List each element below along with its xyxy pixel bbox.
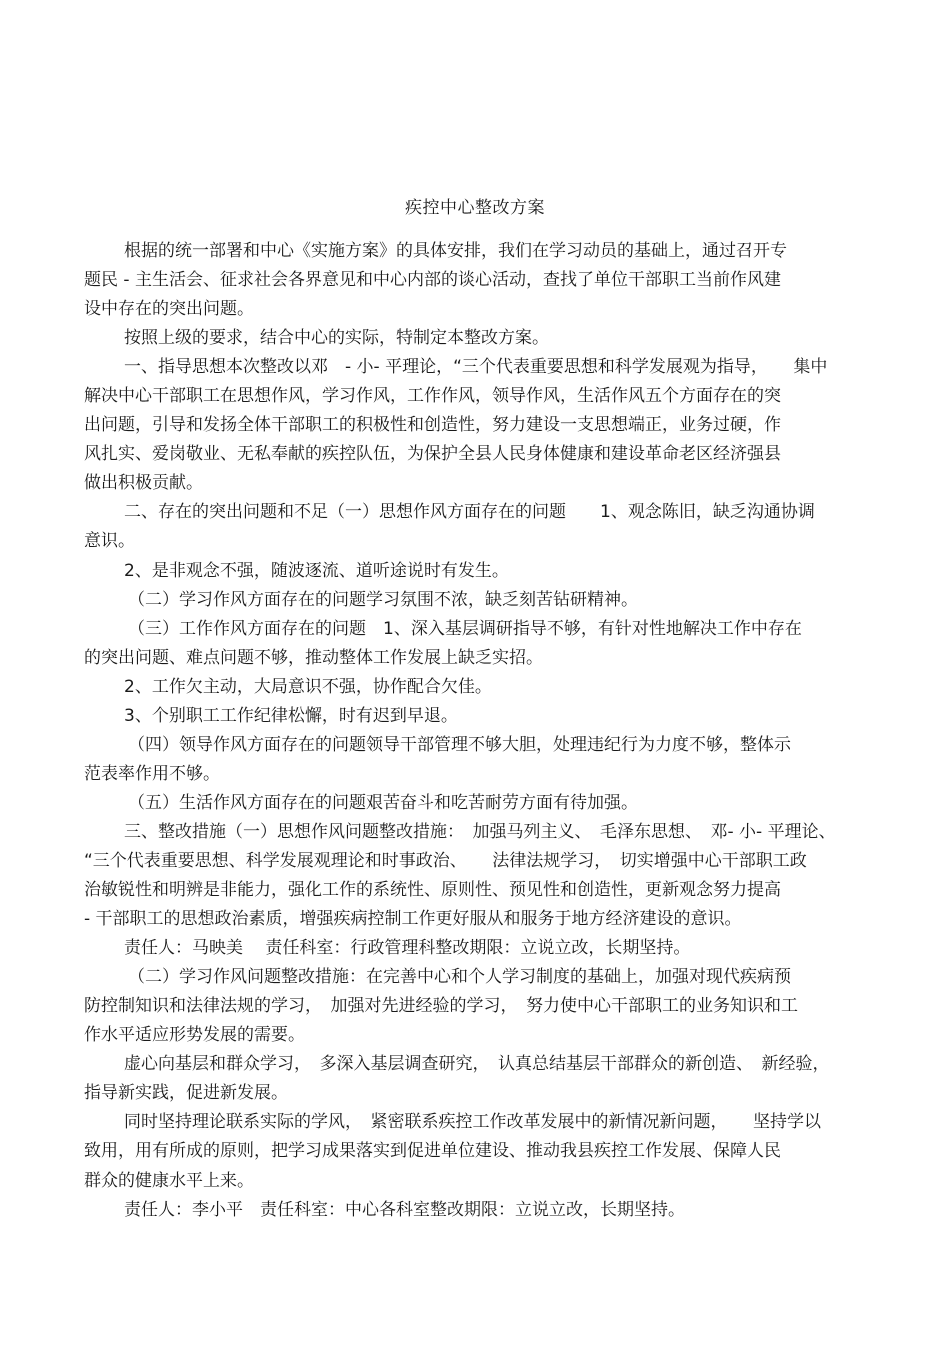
- body-line: 责任人：李小平 责任科室：中心各科室整改期限：立说立改，长期坚持。: [124, 1199, 685, 1220]
- body-line: 设中存在的突出问题。: [84, 299, 254, 320]
- body-line: 一、指导思想本次整改以邓 - 小- 平理论，“三个代表重要思想和科学发展观为指导， 集中: [124, 357, 828, 378]
- body-line: 根据的统一部署和中心《实施方案》的具体安排，我们在学习动员的基础上，通过召开专: [124, 241, 787, 261]
- body-line: 三、整改措施（一）思想作风问题整改措施： 加强马列主义、 毛泽东思想、 邓- 小- 平理论、: [124, 821, 836, 842]
- body-line: 出问题，引导和发扬全体干部职工的积极性和创造性，努力建设一支思想端正，业务过硬，作: [84, 415, 781, 436]
- body-line: 做出积极贡献。: [84, 473, 203, 494]
- body-line: 意识。: [84, 531, 135, 552]
- body-line: 群众的健康水平上来。: [84, 1170, 254, 1191]
- body-line: 二、存在的突出问题和不足（一）思想作风方面存在的问题 1、观念陈旧，缺乏沟通协调: [124, 502, 815, 523]
- body-line: （四）领导作风方面存在的问题领导干部管理不够大胆，处理违纪行为力度不够，整体示: [128, 734, 791, 755]
- body-line: 致用，用有所成的原则，把学习成果落实到促进单位建设、推动我县疾控工作发展、保障人民: [84, 1141, 781, 1162]
- body-line: 2、是非观念不强，随波逐流、道听途说时有发生。: [124, 560, 509, 581]
- body-line: 防控制知识和法律法规的学习， 加强对先进经验的学习， 努力使中心干部职工的业务知识和工: [84, 996, 798, 1017]
- body-line: （二）学习作风问题整改措施：在完善中心和个人学习制度的基础上，加强对现代疾病预: [128, 967, 791, 988]
- body-line: （五）生活作风方面存在的问题艰苦奋斗和吃苦耐劳方面有待加强。: [128, 792, 638, 813]
- body-line: 风扎实、爱岗敬业、无私奉献的疾控队伍，为保护全县人民身体健康和建设革命老区经济强县: [84, 444, 781, 465]
- body-line: 2、工作欠主动，大局意识不强，协作配合欠佳。: [124, 676, 492, 697]
- body-line: 题民 - 主生活会、征求社会各界意见和中心内部的谈心活动，查找了单位干部职工当前作风建: [84, 270, 781, 291]
- body-line: 作水平适应形势发展的需要。: [84, 1025, 305, 1046]
- body-line: 指导新实践，促进新发展。: [84, 1083, 288, 1104]
- document-title: 疾控中心整改方案: [405, 198, 545, 218]
- document-body: [84, 237, 874, 1225]
- body-line: 解决中心干部职工在思想作风，学习作风，工作作风，领导作风，生活作风五个方面存在的突: [84, 386, 781, 407]
- body-line: 的突出问题、难点问题不够，推动整体工作发展上缺乏实招。: [84, 647, 543, 668]
- body-line: 同时坚持理论联系实际的学风， 紧密联系疾控工作改革发展中的新情况新问题， 坚持学以: [124, 1112, 821, 1133]
- body-line: 治敏锐性和明辨是非能力，强化工作的系统性、原则性、预见性和创造性，更新观念努力提高: [84, 880, 781, 901]
- body-line: （二）学习作风方面存在的问题学习氛围不浓，缺乏刻苦钻研精神。: [128, 589, 638, 610]
- body-line: 责任人：马映美 责任科室：行政管理科整改期限：立说立改，长期坚持。: [124, 938, 691, 959]
- body-line: 虚心向基层和群众学习， 多深入基层调查研究， 认真总结基层干部群众的新创造、 新经验，: [124, 1054, 830, 1075]
- body-line: - 干部职工的思想政治素质，增强疾病控制工作更好服从和服务于地方经济建设的意识。: [84, 909, 742, 930]
- body-line: 范表率作用不够。: [84, 763, 220, 784]
- body-line: “三个代表重要思想、科学发展观理论和时事政治、 法律法规学习， 切实增强中心干部职工政: [84, 850, 807, 871]
- body-line: （三）工作作风方面存在的问题 1、深入基层调研指导不够，有针对性地解决工作中存在: [128, 618, 802, 639]
- body-line: 3、个别职工工作纪律松懈，时有迟到早退。: [124, 705, 458, 726]
- body-line: 按照上级的要求，结合中心的实际，特制定本整改方案。: [124, 328, 549, 349]
